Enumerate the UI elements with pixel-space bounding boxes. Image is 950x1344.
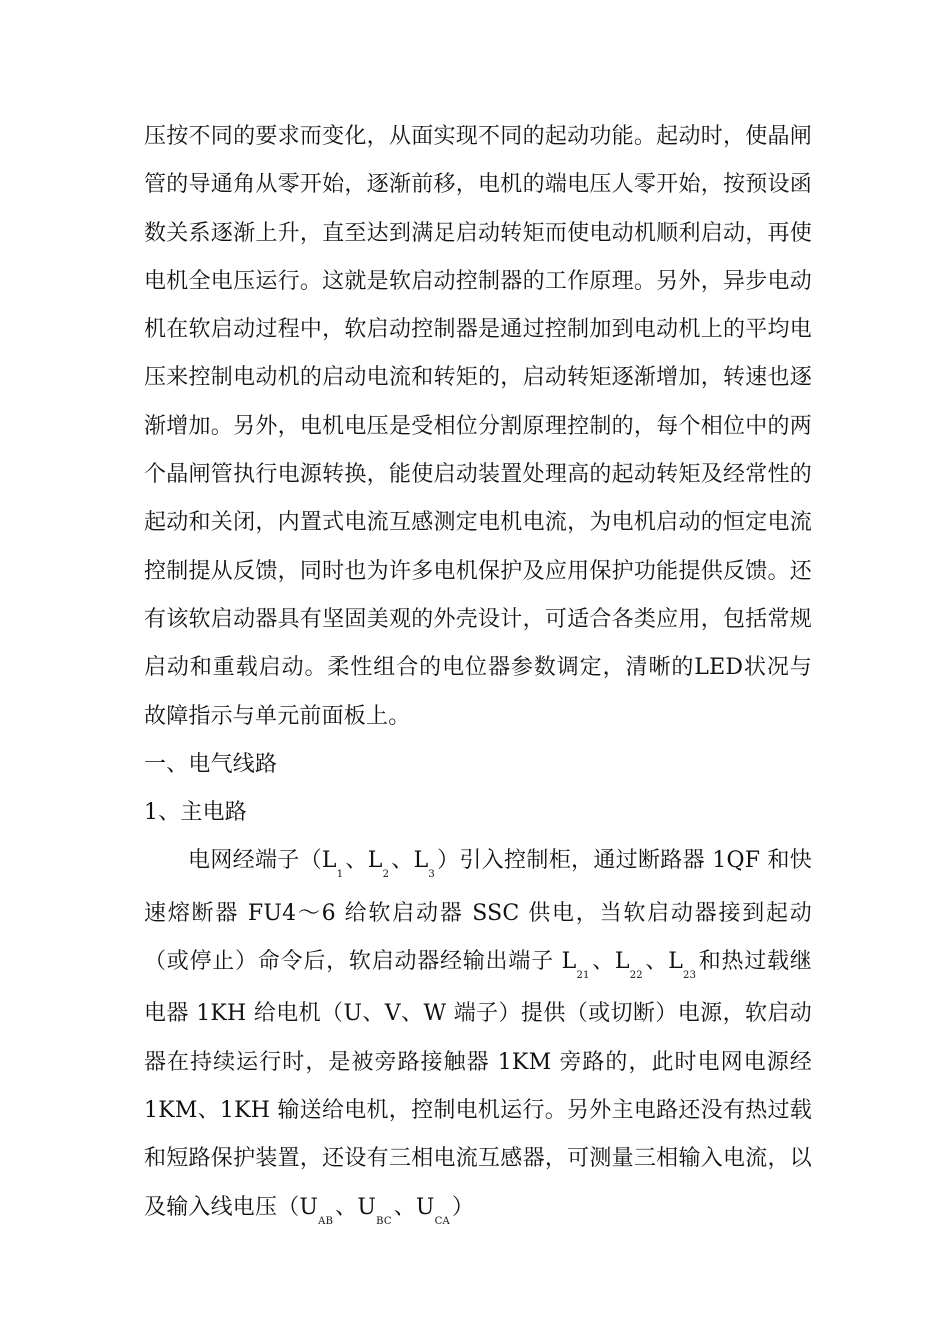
subscript: CA [434, 1215, 450, 1227]
text-run: 、U [335, 1194, 377, 1220]
subscript: 21 [576, 970, 590, 982]
body-paragraph-main-circuit [144, 837, 812, 1235]
subscript: 2 [382, 869, 390, 881]
text-run: ） [451, 1194, 475, 1220]
section-heading-electrical-circuit: 一、电气线路 [144, 751, 278, 777]
text-run: ）引入控制柜，通过断路器 1QF 和快速熔断器 FU4～6 给软启动器 SSC 供电，当软启动器接到起动（或停止）命令后，软启动器经输出端子 L [144, 848, 813, 975]
text-run: 、L [345, 848, 383, 874]
subscript: 23 [683, 970, 697, 982]
text-run: 、U [393, 1194, 435, 1220]
text-run: 、L [591, 949, 630, 975]
subscript: 1 [336, 869, 344, 881]
text-run: 、L [391, 848, 429, 874]
text-run: 电网经端子（L [188, 848, 337, 874]
subscript: BC [376, 1215, 392, 1227]
text-run: 和热过载继电器 1KH 给电机（U、V、W 端子）提供（或切断）电源，软启动器在持续运行时，是被旁路接触器 1KM 旁路的，此时电网电源经 1KM、1KH 输送给电机，控制电机运行。另外主电路还没有热过载和短路保护装置，还设有三相电流互感器，可测量三相输入电流，以及输入线电压（U [144, 949, 812, 1220]
body-paragraph-principle: 压按不同的要求而变化，从面实现不同的起动功能。起动时，使晶闸管的导通角从零开始，逐渐前移，电机的端电压人零开始，按预设函数关系逐渐上升，直至达到满足启动转矩而使电动机顺利启动，再使电机全电压运行。这就是软启动控制器的工作原理。另外，异步电动机在软启动过程中，软启动控制器是通过控制加到电动机上的平均电压来控制电动机的启动电流和转矩的，启动转矩逐渐增加，转速也逐渐增加。另外，电机电压是受相位分割原理控制的，每个相位中的两个晶闸管执行电源转换，能使启动装置处理高的起动转矩及经常性的起动和关闭，内置式电流互感测定电机电流，为电机启动的恒定电流控制提从反馈，同时也为许多电机保护及应用保护功能提供反馈。还有该软启动器具有坚固美观的外壳设计，可适合各类应用，包括常规启动和重载启动。柔性组合的电位器参数调定，清晰的LED状况与故障指示与单元前面板上。 [144, 124, 812, 729]
document-page [144, 113, 812, 1236]
subsection-heading-main-circuit: 1、主电路 [144, 800, 247, 826]
subscript: AB [318, 1215, 334, 1227]
subscript: 3 [428, 869, 435, 881]
text-run: 、L [644, 949, 684, 975]
subscript: 22 [629, 970, 643, 982]
